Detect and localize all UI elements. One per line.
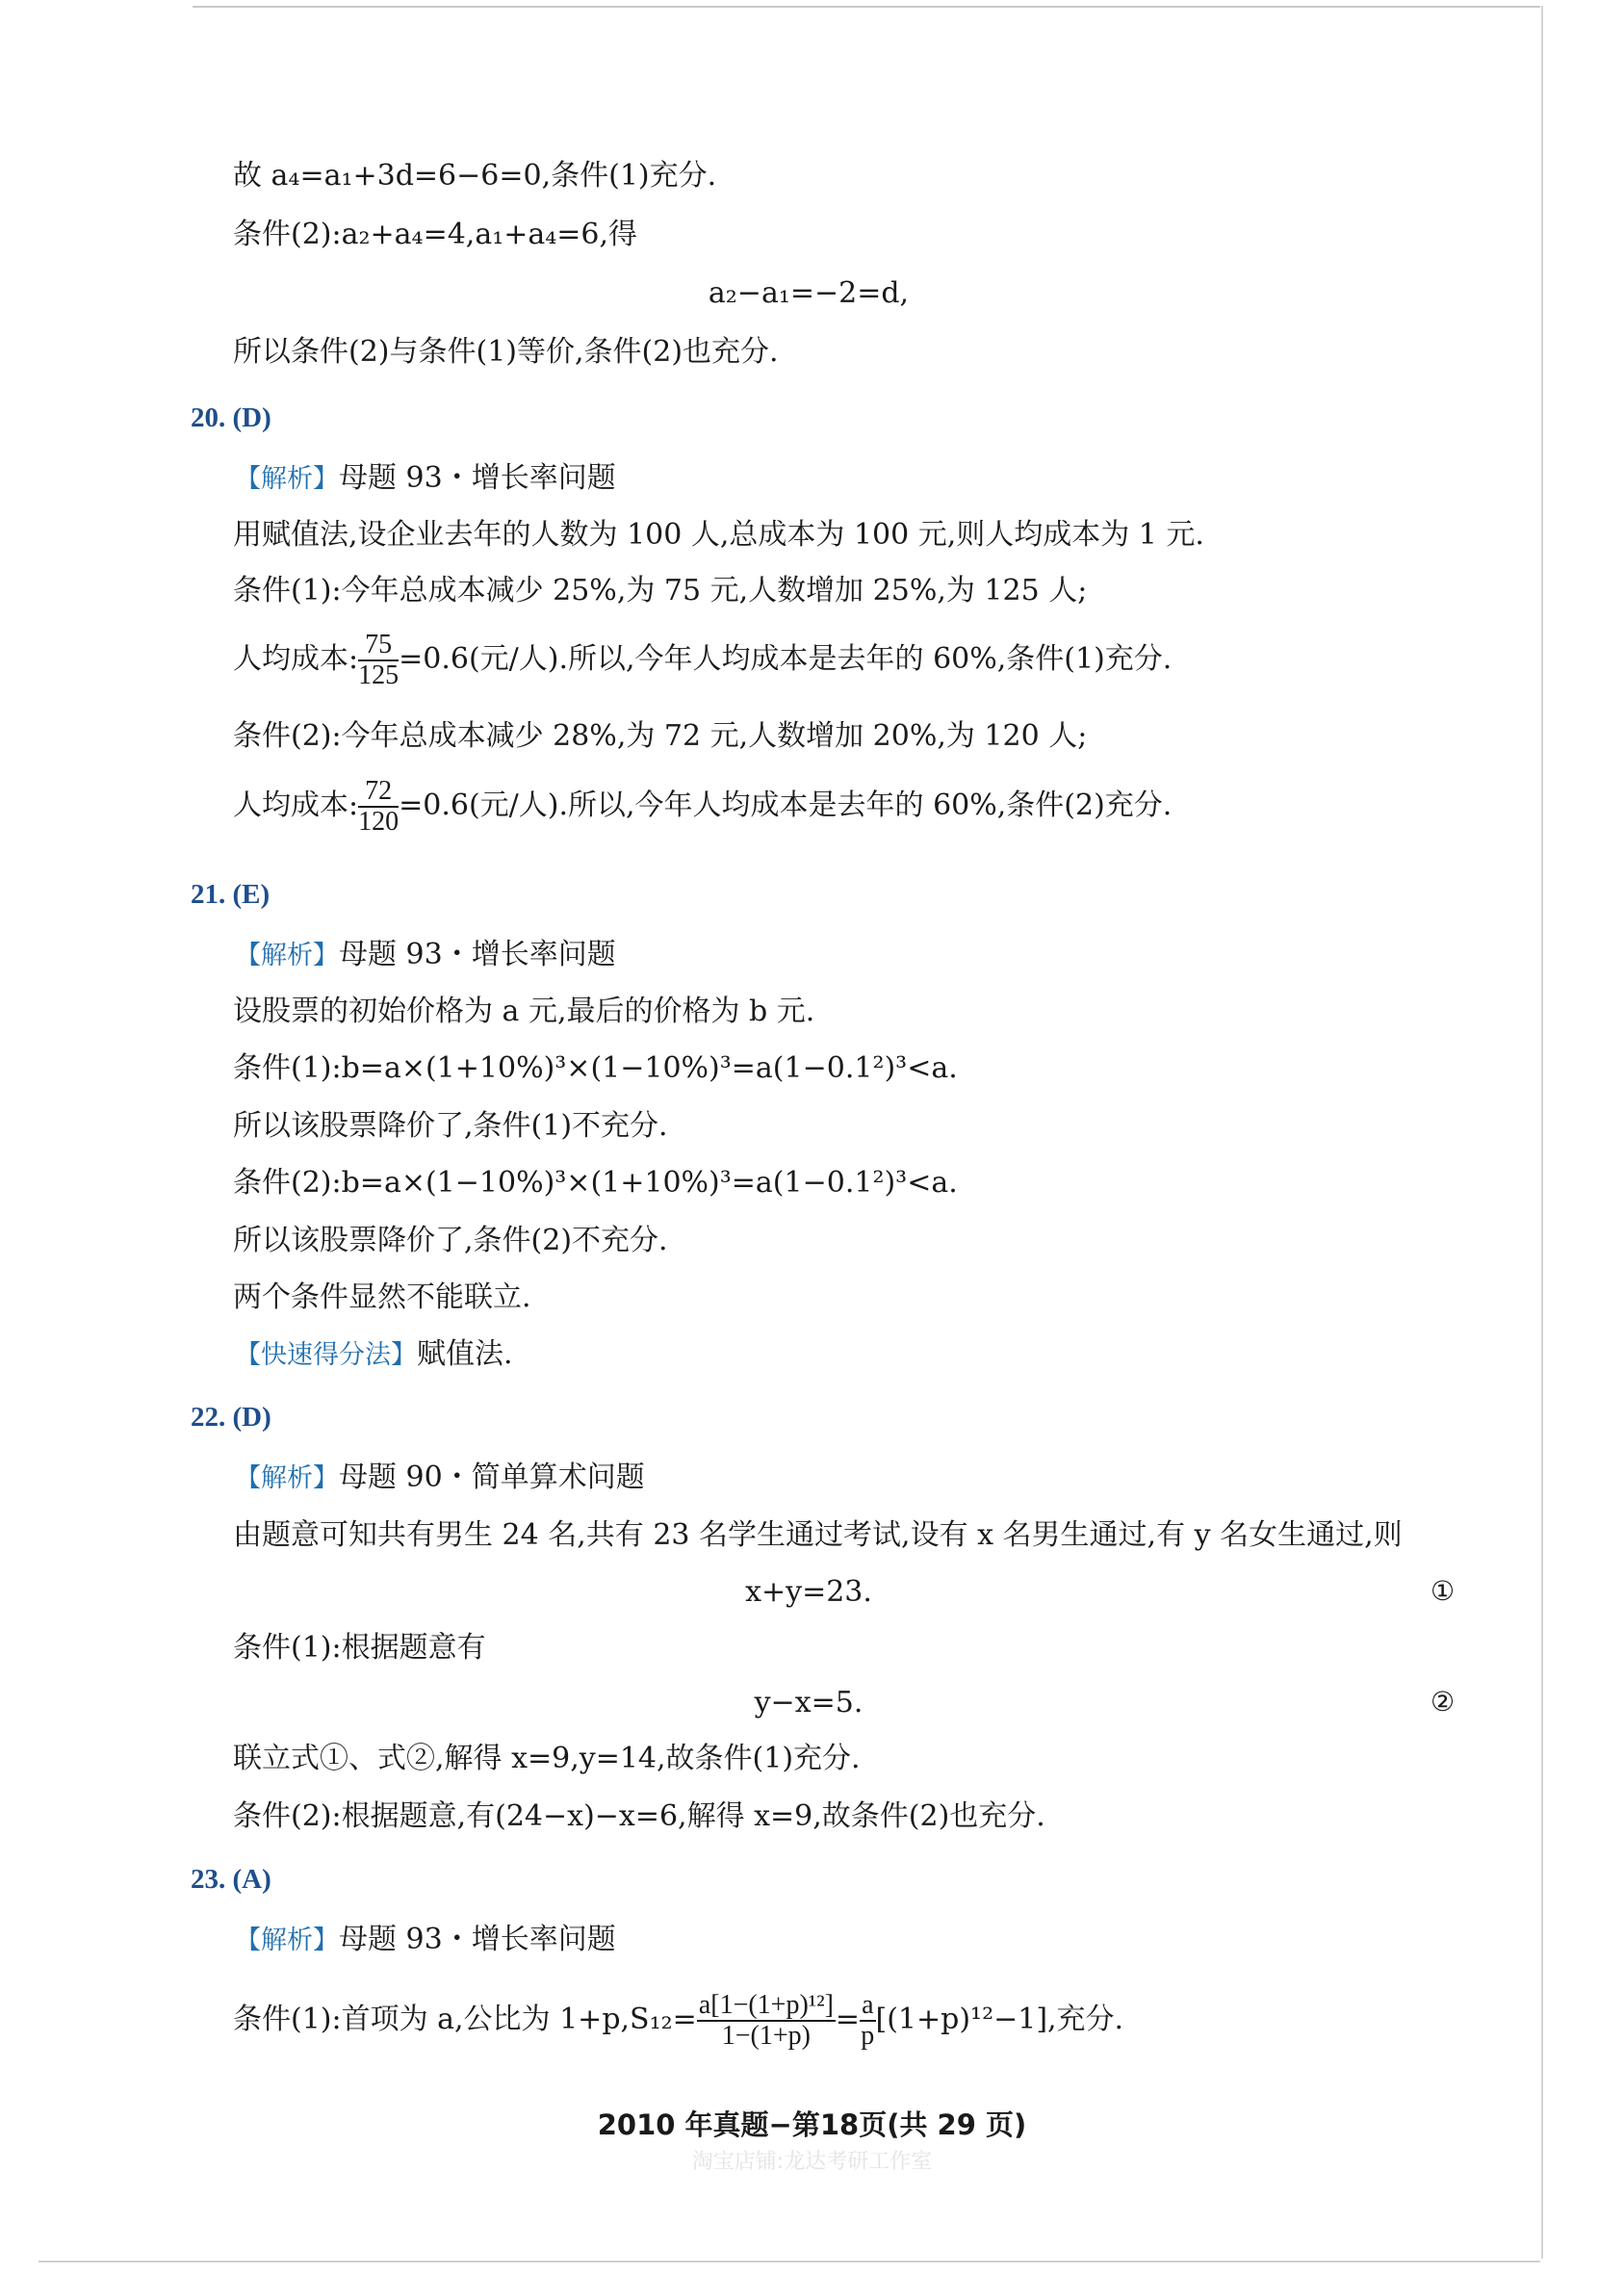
q20-fraction-2-den: 120 (358, 807, 400, 837)
q22-equation-2: y−x=5. (754, 1686, 864, 1719)
q20-analysis-tag: 【解析】 (235, 464, 339, 494)
watermark: 淘宝店铺:龙达考研工作室 (691, 2150, 933, 2174)
q23-line-1-pre: 条件(1):首项为 a,公比为 1+p,S₁₂= (233, 2003, 697, 2036)
q22-marker-2: ② (1431, 1686, 1456, 1718)
q22-marker-1: ① (1431, 1575, 1456, 1607)
q21-line-3: 所以该股票降价了,条件(1)不充分. (233, 1109, 668, 1143)
q23-fraction-1-num: a[1−(1+p)¹²] (698, 1990, 834, 2020)
page-edge-top (193, 6, 1540, 8)
q23-fraction-1 (697, 1991, 836, 2051)
q23-fraction-1-den: 1−(1+p) (721, 2021, 811, 2051)
q20-fraction-1-den: 125 (358, 660, 400, 690)
q20-fraction-2 (358, 777, 399, 837)
q20-line-5-post: =0.6(元/人).所以,今年人均成本是去年的 60%,条件(2)充分. (399, 788, 1173, 822)
q23-line-1-post: [(1+p)¹²−1],充分. (875, 2003, 1124, 2036)
q20-line-3 (233, 631, 1172, 690)
q21-line-4: 条件(2):b=a×(1−10%)³×(1+10%)³=a(1−0.1²)³<a. (233, 1166, 958, 1200)
q20-fraction-1 (358, 631, 399, 690)
q20-line-4: 条件(2):今年总成本减少 28%,为 72 元,人数增加 20%,为 120 人; (233, 719, 1088, 753)
q22-line-2: 条件(1):根据题意有 (233, 1631, 486, 1665)
q20-line-3-post: =0.6(元/人).所以,今年人均成本是去年的 60%,条件(1)充分. (399, 642, 1173, 676)
q22-line-4: 条件(2):根据题意,有(24−x)−x=6,解得 x=9,故条件(2)也充分. (233, 1799, 1045, 1833)
q23-topic: 母题 93・增长率问题 (339, 1923, 616, 1956)
q21-line-2: 条件(1):b=a×(1+10%)³×(1−10%)³=a(1−0.1²)³<a. (233, 1051, 958, 1085)
q21-topic: 母题 93・增长率问题 (339, 938, 616, 971)
q20-line-2: 条件(1):今年总成本减少 25%,为 75 元,人数增加 25%,为 125 人; (233, 574, 1088, 608)
q19-equation: a₂−a₁=−2=d, (708, 276, 910, 310)
page-edge-right (1541, 6, 1543, 2259)
q21-quick-method (235, 1335, 513, 1375)
q23-number: 23. (A) (191, 1864, 271, 1895)
q23-fraction-2-den: p (861, 2021, 875, 2051)
q22-line-1: 由题意可知共有男生 24 名,共有 23 名学生通过考试,设有 x 名男生通过,有 y 名女生通过,则 (233, 1518, 1403, 1552)
q22-topic: 母题 90・简单算术问题 (339, 1461, 645, 1494)
q20-line-5-pre: 人均成本: (233, 788, 359, 822)
q21-analysis-header (235, 936, 616, 975)
q21-analysis-tag: 【解析】 (235, 941, 339, 970)
q19-final-line: 所以条件(2)与条件(1)等价,条件(2)也充分. (233, 335, 779, 369)
q22-analysis-tag: 【解析】 (235, 1463, 339, 1493)
q20-fraction-2-num: 72 (358, 777, 399, 808)
q20-topic: 母题 93・增长率问题 (339, 461, 616, 495)
q22-equation-1: x+y=23. (745, 1575, 872, 1609)
q22-number: 22. (D) (191, 1402, 271, 1433)
page-edge-bottom (39, 2261, 1540, 2262)
q23-line-1-mid: = (835, 2003, 861, 2036)
q20-line-1: 用赋值法,设企业去年的人数为 100 人,总成本为 100 元,则人均成本为 1 元. (233, 518, 1204, 552)
q23-analysis-header (235, 1921, 616, 1960)
q22-analysis-header (235, 1459, 645, 1498)
q20-line-5 (233, 777, 1172, 837)
q20-fraction-1-num: 75 (358, 631, 399, 661)
q23-fraction-2 (860, 1991, 875, 2051)
q22-line-3: 联立式①、式②,解得 x=9,y=14,故条件(1)充分. (233, 1742, 861, 1775)
q23-line-1 (233, 1991, 1123, 2051)
q21-quick-text: 赋值法. (417, 1337, 513, 1371)
q19-condition2-line: 条件(2):a₂+a₄=4,a₁+a₄=6,得 (233, 218, 638, 251)
q20-line-3-pre: 人均成本: (233, 642, 359, 676)
q20-number: 20. (D) (191, 402, 271, 433)
q21-line-5: 所以该股票降价了,条件(2)不充分. (233, 1224, 668, 1257)
q21-line-6: 两个条件显然不能联立. (233, 1280, 531, 1314)
q23-analysis-tag: 【解析】 (235, 1926, 339, 1955)
q21-line-1: 设股票的初始价格为 a 元,最后的价格为 b 元. (233, 995, 815, 1028)
q21-number: 21. (E) (191, 879, 271, 910)
q21-quick-tag: 【快速得分法】 (235, 1340, 417, 1370)
q23-fraction-2-num: a (862, 1990, 874, 2020)
q20-analysis-header (235, 459, 616, 499)
page-footer: 2010 年真题−第18页(共 29 页) (597, 2108, 1027, 2141)
q19-conclusion-line: 故 a₄=a₁+3d=6−6=0,条件(1)充分. (233, 159, 717, 193)
